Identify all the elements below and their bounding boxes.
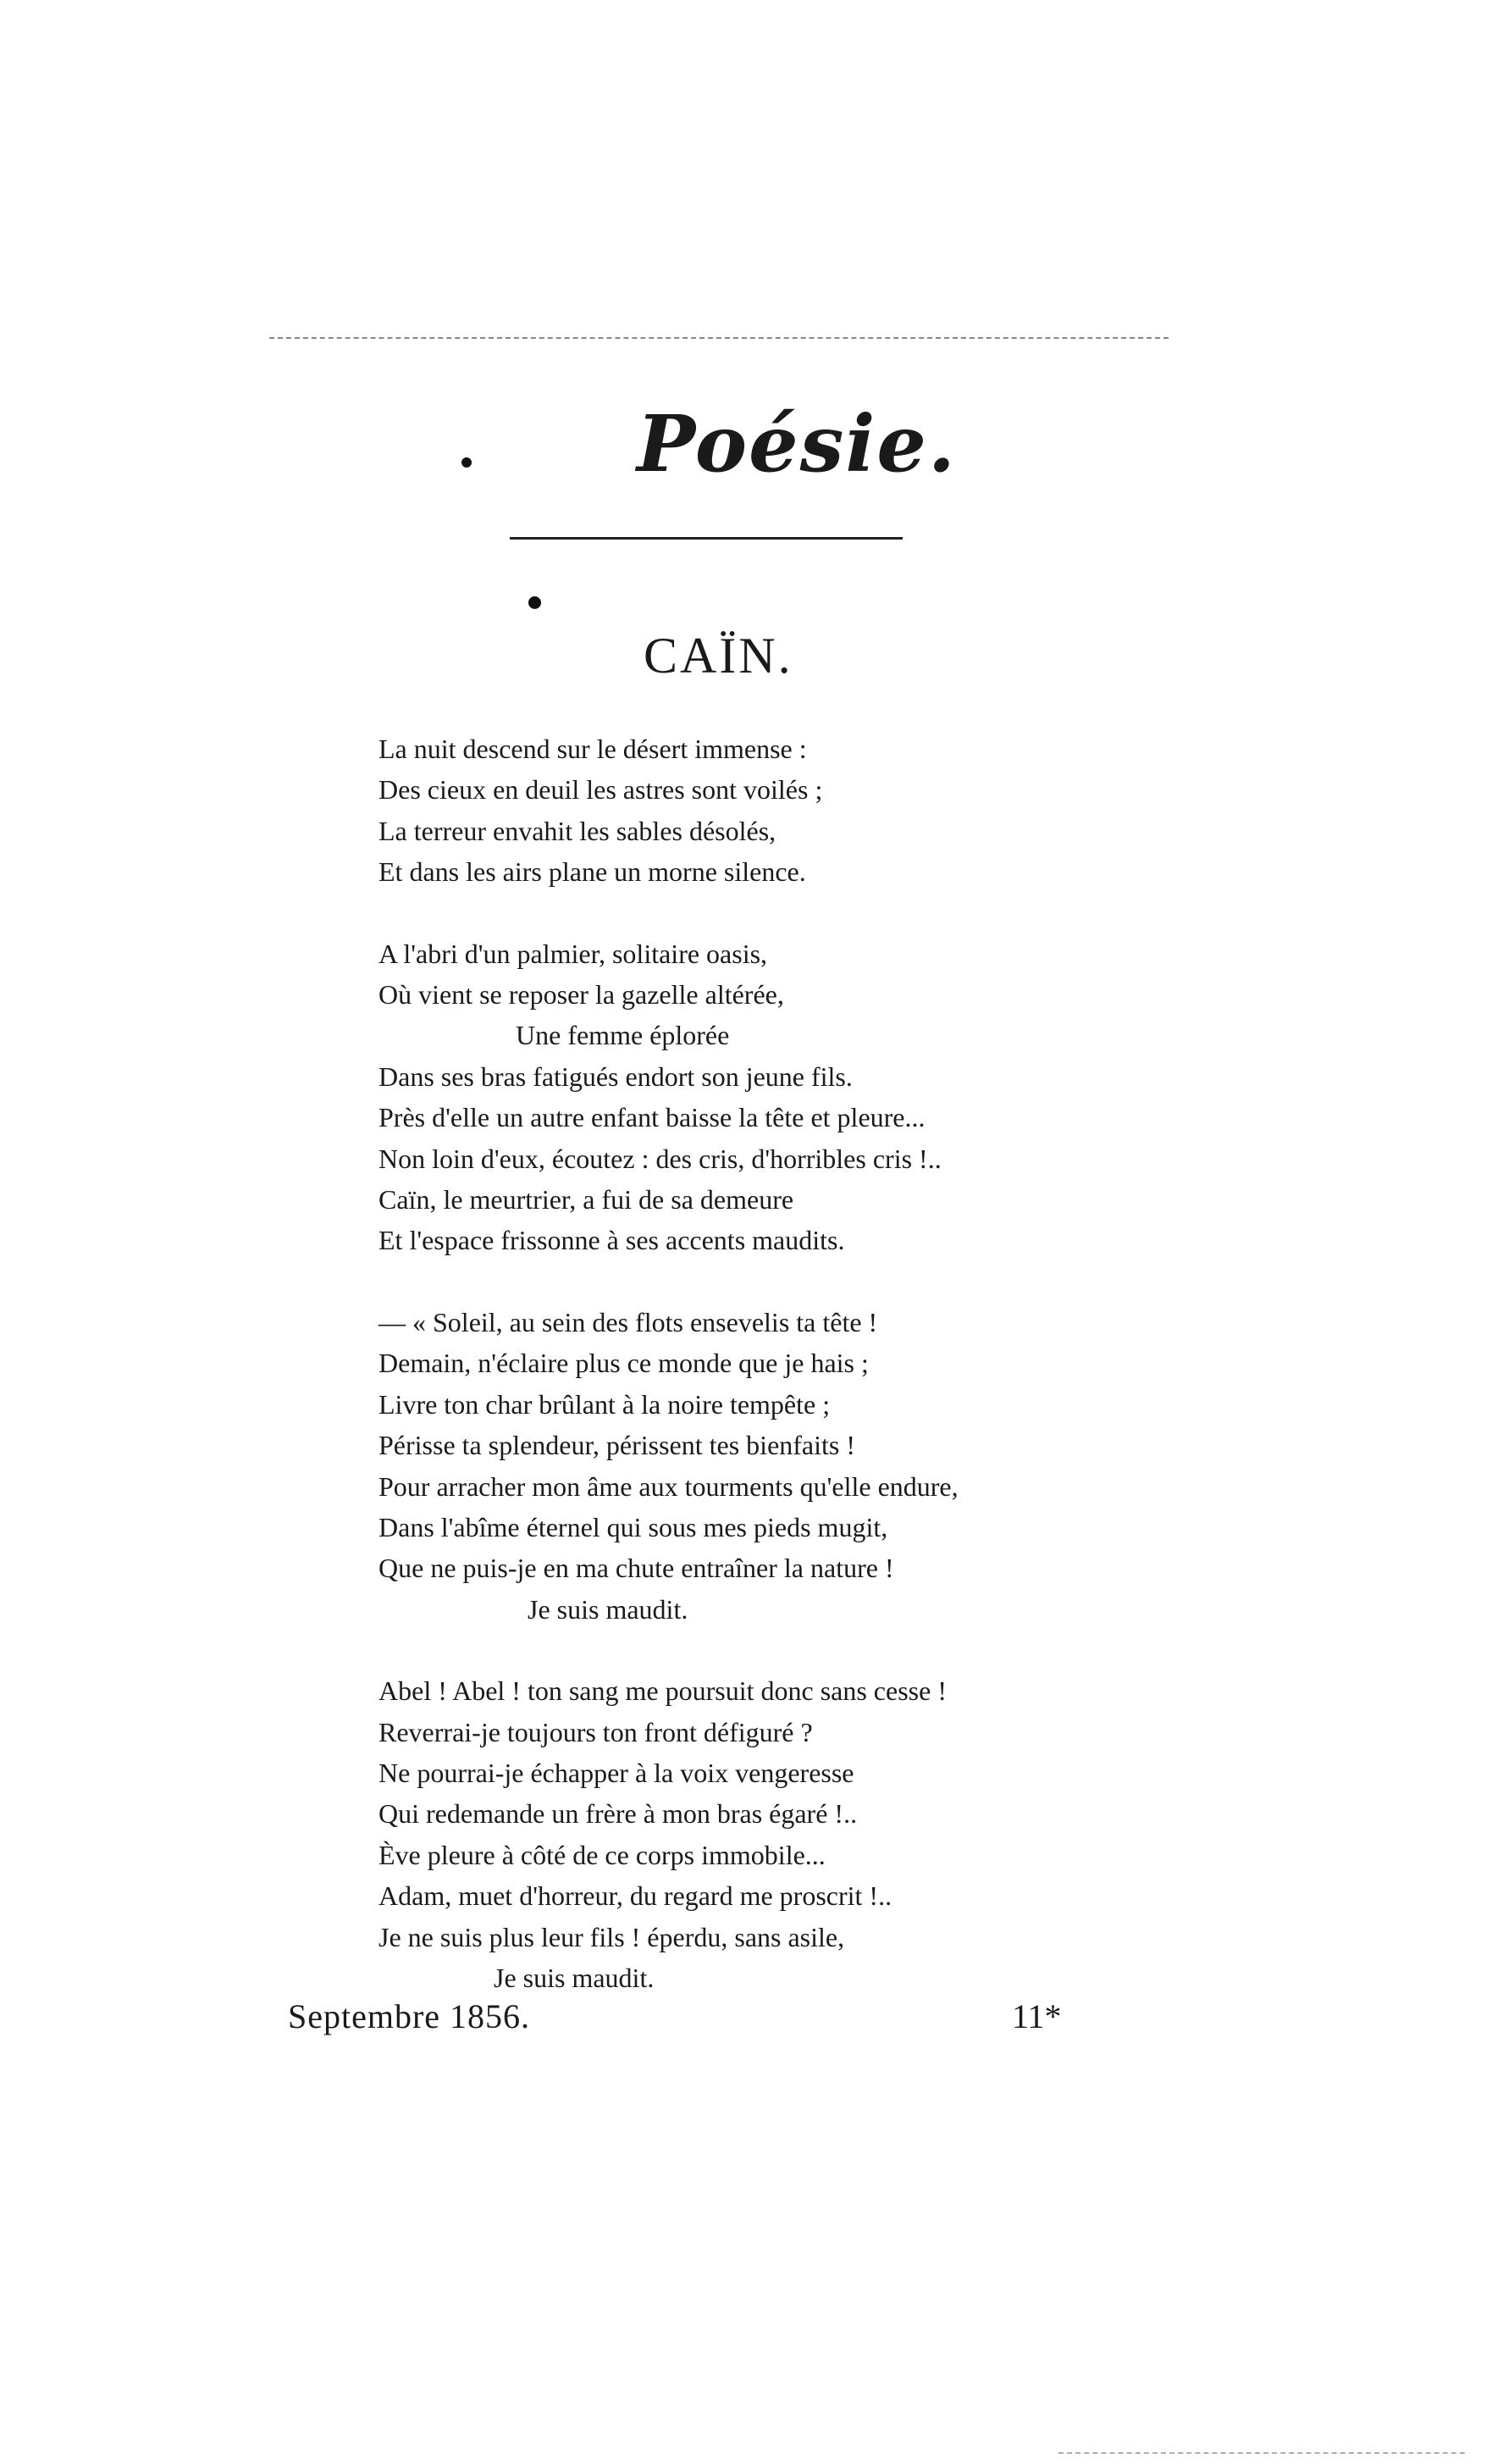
stanza-3 [379, 1302, 1141, 1630]
signature-mark: 11* [1012, 1997, 1062, 2035]
poem-line: Ève pleure à côté de ce corps immobile... [379, 1839, 826, 1870]
poem-line: Près d'elle un autre enfant baisse la tête et pleure... [379, 1102, 926, 1133]
poem-line: Caïn, le meurtrier, a fui de sa demeure [379, 1184, 794, 1215]
top-divider [269, 337, 1169, 339]
poem-line: Que ne puis-je en ma chute entraîner la nature ! [379, 1553, 894, 1584]
poem-line: Qui redemande un frère à mon bras égaré !.. [379, 1798, 858, 1830]
ink-dot [528, 596, 541, 609]
poem-line: Une femme éplorée [516, 1020, 730, 1051]
poem-line: Non loin d'eux, écoutez : des cris, d'horribles cris !.. [379, 1143, 942, 1174]
stanza-4 [379, 1670, 1141, 1998]
footer-date: Septembre 1856. [288, 1997, 531, 2035]
poem-line: Des cieux en deuil les astres sont voilés ; [379, 774, 823, 806]
poem-line: Abel ! Abel ! ton sang me poursuit donc sans cesse ! [379, 1675, 947, 1707]
poem-line: Ne pourrai-je échapper à la voix vengeresse [379, 1757, 854, 1788]
section-title: Poésie. [637, 398, 957, 490]
poem-line: Où vient se reposer la gazelle altérée, [379, 979, 784, 1011]
poem-title: CAÏN. [644, 628, 793, 684]
poem-line: Pour arracher mon âme aux tourments qu'elle endure, [379, 1470, 959, 1502]
poem-line: Dans l'abîme éternel qui sous mes pieds mugit, [379, 1511, 888, 1542]
poem-line: Adam, muet d'horreur, du regard me proscrit !.. [379, 1880, 892, 1912]
ink-dot [461, 457, 472, 468]
poem-line: Je suis maudit. [528, 1593, 688, 1625]
poem-line: Et dans les airs plane un morne silence. [379, 856, 806, 888]
poem-line: — « Soleil, au sein des flots ensevelis ta tête ! [379, 1306, 878, 1337]
poem-line: Demain, n'éclaire plus ce monde que je hais ; [379, 1348, 869, 1379]
poem-line: Et l'espace frissonne à ses accents maudits. [379, 1225, 845, 1256]
stanza-2 [379, 933, 1141, 1261]
poem-line: Je ne suis plus leur fils ! éperdu, sans asile, [379, 1921, 845, 1952]
poem-line: Périsse ta splendeur, périssent tes bienfaits ! [379, 1430, 856, 1461]
poem-line: Dans ses bras fatigués endort son jeune fils. [379, 1060, 853, 1092]
poem-body [379, 728, 1141, 2039]
stanza-1 [379, 728, 1141, 893]
poem-line: Livre ton char brûlant à la noire tempête ; [379, 1388, 831, 1420]
poem-line: A l'abri d'un palmier, solitaire oasis, [379, 938, 768, 969]
section-divider [510, 537, 903, 540]
bottom-divider [1058, 2452, 1465, 2454]
poem-line: Reverrai-je toujours ton front défiguré ? [379, 1716, 813, 1747]
poem-line: La nuit descend sur le désert immense : [379, 734, 807, 764]
poem-line: Je suis maudit. [494, 1962, 655, 1993]
poem-line: La terreur envahit les sables désolés, [379, 815, 776, 846]
